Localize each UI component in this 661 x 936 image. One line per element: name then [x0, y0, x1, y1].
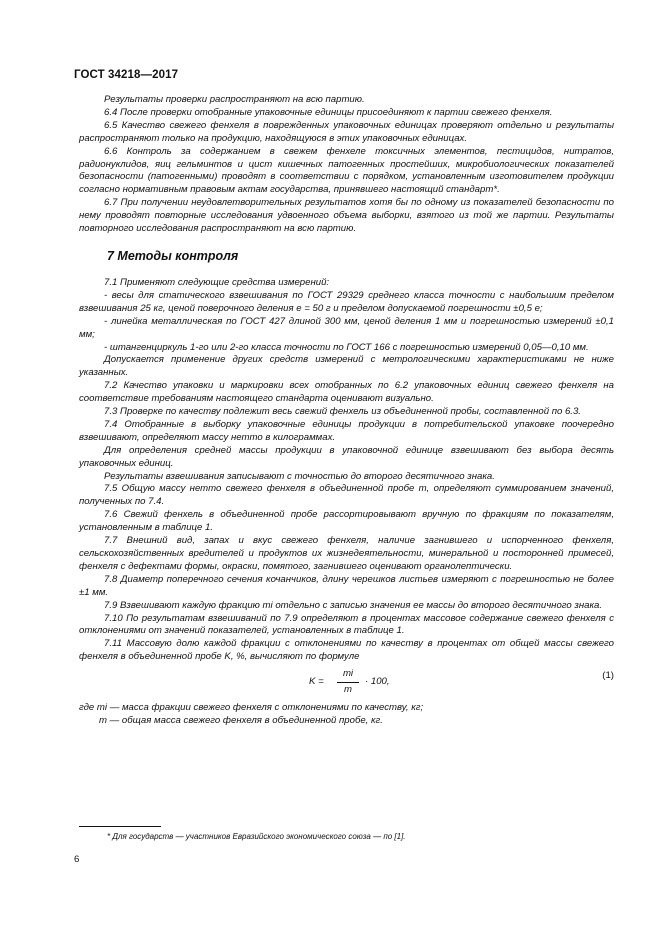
formula-rhs: · 100,: [365, 676, 390, 688]
paragraph: 7.3 Проверке по качеству подлежит весь свежий фенхель из объединенной пробы, составленной по 6.3.: [104, 406, 581, 418]
paragraph: Результаты проверки распространяют на всю партию.: [104, 94, 365, 105]
paragraph: 7.8 Диаметр поперечного сечения кочанчиков, длину черешков листьев измеряют с погрешностью не более ±1 мм.: [79, 573, 614, 598]
paragraph: 7.6 Свежий фенхель в объединенной пробе рассортировывают вручную по фракциям по показателям, установленным в таблице 1.: [79, 509, 614, 534]
footnote-divider: [79, 826, 161, 827]
paragraph: - штангенциркуль 1-го или 2-го класса точности по ГОСТ 166 с погрешностью измерений 0,05—0,10 мм.: [104, 341, 589, 353]
formula-denominator: m: [344, 684, 352, 696]
paragraph: Результаты взвешивания записывают с точностью до второго десятичного знака.: [104, 470, 495, 482]
footnote: * Для государств — участников Евразийского экономического союза — по [1].: [107, 832, 406, 841]
formula-number: (1): [602, 670, 614, 682]
paragraph: 7.9 Взвешивают каждую фракцию mi отдельно с записью значения ее массы до второго десятичного знака.: [104, 599, 603, 611]
paragraph: 7.1 Применяют следующие средства измерений:: [104, 276, 330, 288]
paragraph: 7.4 Отобранные в выборку упаковочные единицы продукции в потребительской упаковке поочередно взвешивают, определяют массу нетто в килограммах.: [79, 418, 614, 443]
paragraph: - линейка металлическая по ГОСТ 427 длиной 300 мм, ценой деления 1 мм и погрешностью измерений ±0,1 мм;: [79, 315, 614, 340]
formula: [79, 668, 614, 698]
where-line: где mi — масса фракции свежего фенхеля с отклонениями по качеству, кг;: [79, 702, 424, 714]
where-line: m — общая масса свежего фенхеля в объединенной пробе, кг.: [99, 715, 383, 727]
paragraph: 7.2 Качество упаковки и маркировки всех отобранных по 6.2 упаковочных единиц свежего фенхеля на соответствие требованиям настоящего стандарта оценивают визуально.: [79, 380, 614, 405]
document-header: ГОСТ 34218—2017: [74, 69, 179, 81]
formula-numerator: mi: [337, 668, 359, 683]
paragraph: 6.6 Контроль за содержанием в свежем фенхеле токсичных элементов, пестицидов, нитратов, радионуклидов, яиц гельминтов и цист кишечных патогенных простейших, микробиологических показателей безопасности (патогенными) проводят в соответствии с порядком, установленным изготовителем продукции согласно нормативным правовым актам государства, принявшего настоящий стандарт*.: [79, 145, 614, 196]
paragraph: 6.4 После проверки отобранные упаковочные единицы присоединяют к партии свежего фенхеля.: [104, 106, 553, 118]
formula-fraction: [337, 668, 359, 697]
paragraph: Допускается применение других средств измерений с метрологическими характеристиками не ниже указанных.: [79, 354, 614, 379]
formula-lhs: K =: [309, 676, 324, 688]
paragraph: 7.5 Общую массу нетто свежего фенхеля в объединенной пробе m, определяют суммированием значений, полученных по 7.4.: [79, 483, 614, 508]
paragraph: 7.11 Массовую долю каждой фракции с отклонениями по качеству в процентах от общей массы свежего фенхеля в объединенной пробе K, %, вычисляют по формуле: [79, 638, 614, 663]
paragraph: 6.7 При получении неудовлетворительных результатов хотя бы по одному из показателей безопасности по нему проводят повторные исследования удвоенного объема выборки, взятого из той же партии. Результаты повторного исследования распространяют на всю партию.: [79, 197, 614, 235]
page-number: 6: [74, 854, 80, 865]
page-content: [79, 94, 614, 728]
paragraph: 7.7 Внешний вид, запах и вкус свежего фенхеля, наличие загнившего и испорченного фенхеля, сельскохозяйственных вредителей и продуктов их жизнедеятельности, минеральной и посторонней примесей, фенхеля с дефектами формы, окраски, помятого, загнившего оценивают органолептически.: [79, 535, 614, 572]
section-heading: 7 Методы контроля: [107, 248, 239, 263]
paragraph: - весы для статического взвешивания по ГОСТ 29329 среднего класса точности с наибольшим пределом взвешивания 25 кг, ценой поверочного деления e = 50 г и пределом допускаемой погрешности ±0,5 e;: [79, 289, 614, 314]
paragraph: Для определения средней массы продукции в упаковочной единице взвешивают без выбора десять упаковочных единиц.: [79, 444, 614, 469]
paragraph: 7.10 По результатам взвешиваний по 7.9 определяют в процентах массовое содержание свежего фенхеля с отклонениями от значений показателей, установленных в таблице 1.: [79, 612, 614, 637]
paragraph: 6.5 Качество свежего фенхеля в поврежденных упаковочных единицах проверяют отдельно и результаты распространяют только на продукцию, находящуюся в этих упаковочных единицах.: [79, 119, 614, 144]
